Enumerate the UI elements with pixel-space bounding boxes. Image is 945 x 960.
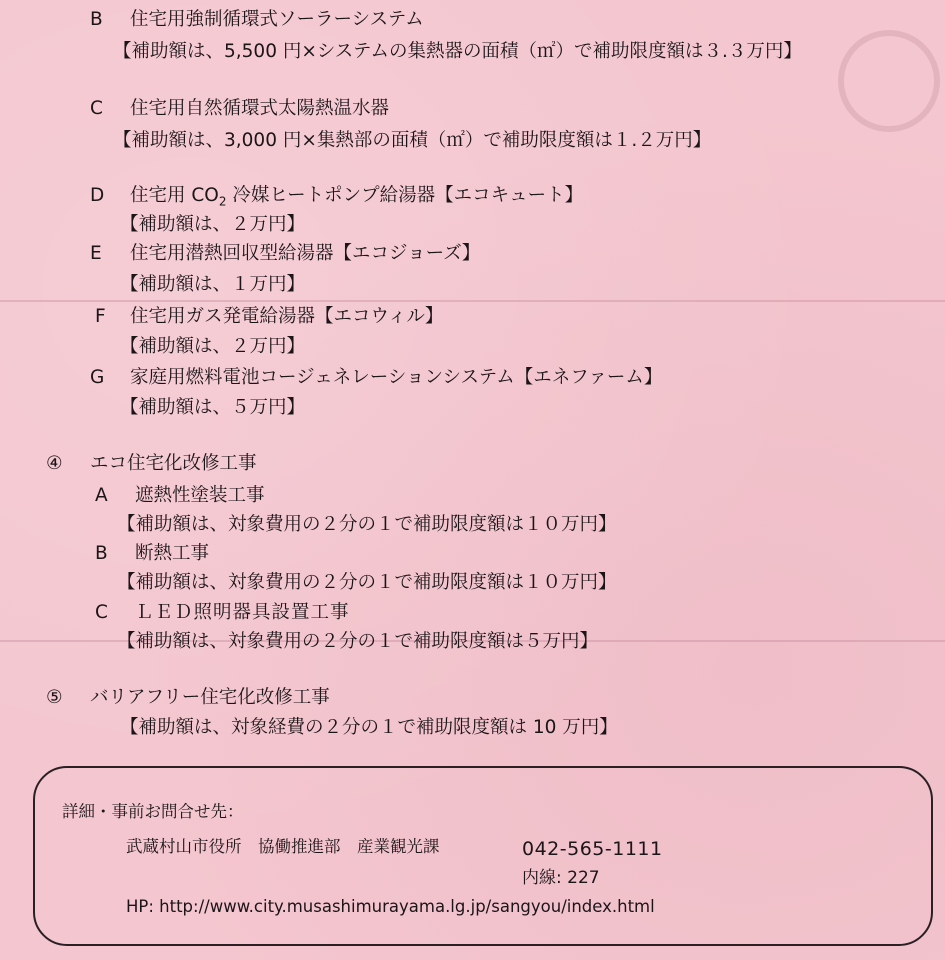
section-title: バリアフリー住宅化改修工事: [90, 687, 330, 708]
item-subsidy: 【補助額は、対象費用の２分の１で補助限度額は１０万円】: [117, 572, 617, 593]
item-letter: C: [90, 98, 103, 119]
faded-logo-icon: [838, 30, 940, 132]
item-name: 家庭用燃料電池コージェネレーションシステム【エネファーム】: [130, 367, 663, 388]
item-letter: B: [90, 9, 103, 30]
item-subsidy: 【補助額は、対象費用の２分の１で補助限度額は１０万円】: [117, 514, 617, 535]
item-letter: D: [90, 185, 105, 206]
item-subsidy: 【補助額は、５万円】: [120, 397, 306, 418]
item-name: 住宅用潜熱回収型給湯器【エコジョーズ】: [130, 243, 481, 264]
item-subsidy: 【補助額は、対象費用の２分の１で補助限度額は５万円】: [117, 631, 599, 652]
item-letter: E: [90, 243, 102, 264]
item-subsidy: 【補助額は、２万円】: [120, 336, 306, 357]
item-letter: G: [90, 367, 105, 388]
paper-fold: [0, 300, 945, 302]
item-subsidy: 【補助額は、5,500 円×システムの集熱器の面積（㎡）で補助限度額は３.３万円】: [113, 41, 802, 62]
item-subsidy: 【補助額は、２万円】: [120, 214, 306, 235]
item-name: 住宅用自然循環式太陽熱温水器: [130, 98, 390, 119]
item-name: ＬＥＤ照明器具設置工事: [135, 602, 350, 623]
item-name: 断熱工事: [135, 543, 210, 564]
item-subsidy: 【補助額は、3,000 円×集熱部の面積（㎡）で補助限度額は１.２万円】: [113, 130, 712, 151]
item-subsidy: 【補助額は、１万円】: [120, 274, 306, 295]
item-letter: B: [95, 543, 108, 564]
contact-office: 武蔵村山市役所 協働推進部 産業観光課: [126, 837, 440, 856]
contact-heading: 詳細・事前お問合せ先：: [62, 802, 244, 821]
item-name: 遮熱性塗装工事: [135, 485, 265, 506]
item-letter: F: [95, 306, 106, 327]
item-name: 住宅用ガス発電給湯器【エコウィル】: [130, 306, 444, 327]
contact-hp-link[interactable]: HP: http://www.city.musashimurayama.lg.jp/sangyou/index.html: [126, 897, 655, 916]
section-title: エコ住宅化改修工事: [90, 453, 257, 474]
contact-extension: 内線: 227: [522, 868, 600, 888]
item-letter: C: [95, 602, 108, 623]
item-subsidy: 【補助額は、対象経費の２分の１で補助限度額は 10 万円】: [120, 717, 618, 738]
item-name: 住宅用 $CO_2$ 冷媒ヒートポンプ給湯器【エコキュート】: [130, 185, 584, 209]
item-letter: A: [95, 485, 108, 506]
item-name: 住宅用強制循環式ソーラーシステム: [130, 9, 424, 30]
section-number: ⑤: [46, 687, 63, 708]
contact-phone[interactable]: 042-565-1111: [522, 838, 663, 860]
section-number: ④: [46, 453, 63, 474]
